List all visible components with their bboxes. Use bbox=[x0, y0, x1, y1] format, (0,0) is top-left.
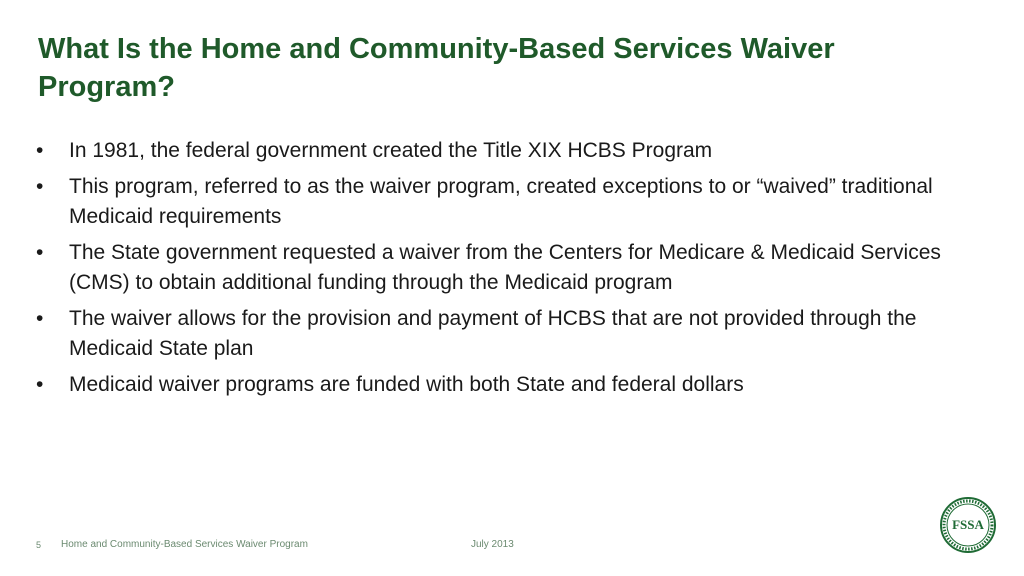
bullet-item bbox=[34, 172, 964, 232]
fssa-seal-icon bbox=[940, 497, 996, 553]
bullet-symbol: • bbox=[36, 307, 44, 330]
bullet-list bbox=[34, 136, 964, 406]
bullet-text: The waiver allows for the provision and payment of HCBS that are not provided through the Medicaid State plan bbox=[69, 307, 917, 360]
bullet-item bbox=[34, 370, 964, 400]
footer-date: July 2013 bbox=[471, 539, 514, 550]
bullet-symbol: • bbox=[36, 175, 44, 198]
slide-title: What Is the Home and Community-Based Services Waiver Program? bbox=[38, 33, 835, 103]
bullet-text: The State government requested a waiver from the Centers for Medicare & Medicaid Services (CMS) to obtain additional funding through the Medicaid program bbox=[69, 241, 941, 294]
page-number: 5 bbox=[36, 540, 42, 550]
bullet-item bbox=[34, 238, 964, 298]
bullet-symbol: • bbox=[36, 139, 44, 162]
bullet-item bbox=[34, 136, 964, 166]
footer-presentation-title: Home and Community-Based Services Waiver Program bbox=[61, 539, 308, 550]
bullet-item bbox=[34, 304, 964, 364]
bullet-symbol: • bbox=[36, 373, 44, 396]
bullet-symbol: • bbox=[36, 241, 44, 264]
svg-text:FSSA: FSSA bbox=[952, 517, 984, 532]
bullet-text: Medicaid waiver programs are funded with both State and federal dollars bbox=[69, 373, 744, 396]
bullet-text: In 1981, the federal government created the Title XIX HCBS Program bbox=[69, 139, 713, 162]
bullet-text: This program, referred to as the waiver program, created exceptions to or “waived” traditional Medicaid requirements bbox=[69, 175, 933, 228]
